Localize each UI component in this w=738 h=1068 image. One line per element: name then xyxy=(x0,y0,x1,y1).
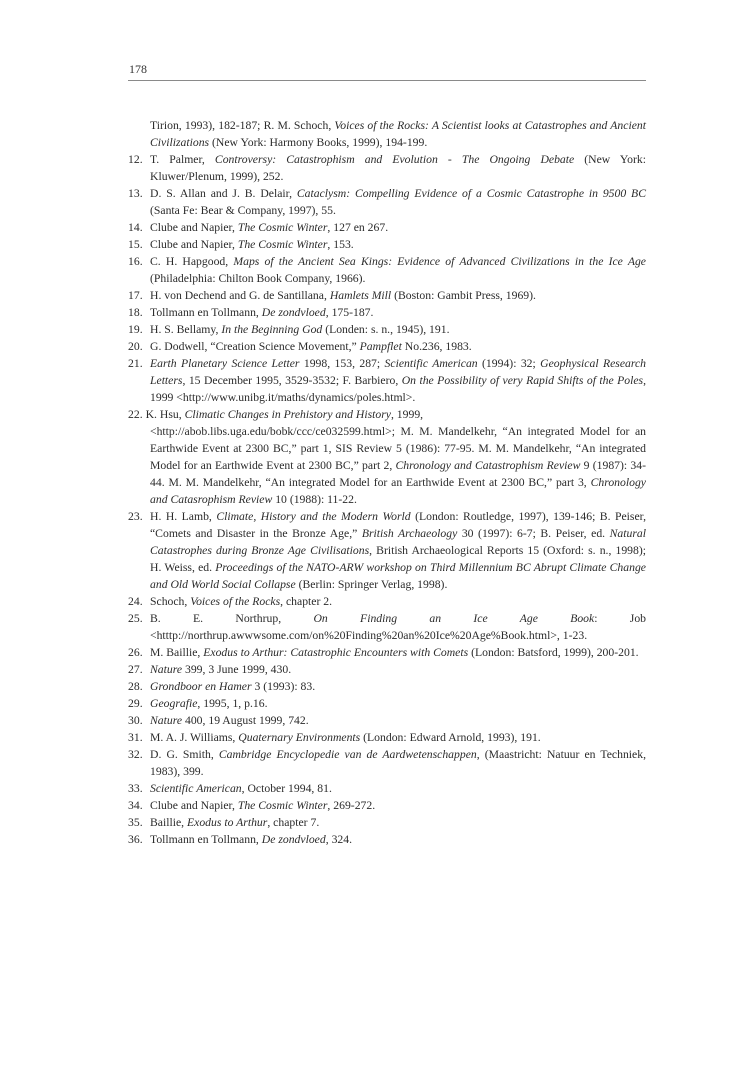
endnote-title-italic: Nature xyxy=(150,663,183,676)
endnote-item xyxy=(128,678,646,695)
endnote-number: 22. xyxy=(128,408,143,421)
endnote-number: 17. xyxy=(128,289,143,302)
endnote-title-italic: Quaternary Environments xyxy=(238,731,361,744)
endnote-title-italic: Pampflet xyxy=(359,340,402,353)
endnote-number: 13. xyxy=(128,187,143,200)
endnote-item xyxy=(128,151,646,185)
endnote-item xyxy=(128,712,646,729)
endnote-text: Clube and Napier, xyxy=(150,238,238,251)
endnote-text: M. A. J. Williams, xyxy=(150,731,239,744)
endnote-number: 24. xyxy=(128,595,143,608)
endnote-text: 399, 3 June 1999, 430. xyxy=(182,663,292,676)
endnote-title-italic: Nature xyxy=(150,714,183,727)
endnote-text: (1994): 32; xyxy=(477,357,541,370)
endnote-item xyxy=(128,814,646,831)
endnote-number: 31. xyxy=(128,731,143,744)
endnote-number: 18. xyxy=(128,306,143,319)
endnote-text: T. Palmer, xyxy=(150,153,215,166)
endnote-text: Baillie, xyxy=(150,816,188,829)
endnote-item xyxy=(128,644,646,661)
endnote-text: , 1995, 1, p.16. xyxy=(197,697,268,710)
endnote-number: 19. xyxy=(128,323,143,336)
endnote-number: 29. xyxy=(128,697,143,710)
header-rule xyxy=(128,80,646,81)
endnote-text: H. von Dechend and G. de Santillana, xyxy=(150,289,330,302)
endnote-title-italic: Exodus to Arthur: Catastrophic Encounters with Comets xyxy=(203,646,469,659)
endnote-title-italic: The Cosmic Winter xyxy=(237,238,328,251)
endnote-item xyxy=(128,661,646,678)
endnote-item xyxy=(128,219,646,236)
endnote-text: , British Archaeological Reports 15 (Oxford: s. n., 1998); H. Weiss, ed. xyxy=(150,544,646,574)
endnote-number: 12. xyxy=(128,153,143,166)
endnote-item xyxy=(128,304,646,321)
endnote-title-italic: Natural Catastrophes during Bronze Age Civilisations xyxy=(150,527,646,557)
endnote-item xyxy=(128,780,646,797)
endnote-text: 10 (1988): 11-22. xyxy=(272,493,357,506)
endnote-text: K. Hsu, xyxy=(145,408,185,421)
endnote-item xyxy=(128,406,646,508)
endnote-text: <http://abob.libs.uga.edu/bobk/ccc/ce032599.html>; M. M. Mandelkehr, “An integrated Model for an Earthwide Event at 2300 BC,” part 1, SIS Review 5 (1986): 77-95. M. M. Mandelkehr, “An integrated Model for an Earthwide Event at 2300 BC,” part 2, xyxy=(150,425,646,472)
endnote-text: (New York: Harmony Books, 1999), 194-199. xyxy=(209,136,428,149)
endnote-number: 36. xyxy=(128,833,143,846)
endnote-item xyxy=(128,746,646,780)
endnote-text: Clube and Napier, xyxy=(150,799,238,812)
endnote-text: , October 1994, 81. xyxy=(241,782,332,795)
endnote-item xyxy=(128,236,646,253)
endnote-text: , 1999 <http://www.unibg.it/maths/dynamics/poles.html>. xyxy=(150,374,647,404)
endnote-item xyxy=(128,508,646,593)
endnote-item xyxy=(128,831,646,848)
endnote-item xyxy=(128,729,646,746)
endnote-text: , 1999, xyxy=(390,408,424,421)
endnote-text: (Santa Fe: Bear & Company, 1997), 55. xyxy=(150,204,336,217)
endnote-number: 32. xyxy=(128,748,143,761)
endnote-number: 23. xyxy=(128,510,143,523)
endnote-text: , 175-187. xyxy=(325,306,374,319)
endnote-title-italic: In the Beginning God xyxy=(221,323,323,336)
endnote-title-italic: Geophysical Research Letters xyxy=(150,357,647,387)
endnote-number: 30. xyxy=(128,714,143,727)
endnote-text: , 15 December 1995, 3529-3532; F. Barbiero, xyxy=(182,374,402,387)
endnote-title-italic: Cataclysm: Compelling Evidence of a Cosmic Catastrophe in 9500 BC xyxy=(296,187,646,200)
endnote-item xyxy=(128,338,646,355)
endnote-text: (New York: Kluwer/Plenum, 1999), 252. xyxy=(150,153,646,183)
endnote-text: H. S. Bellamy, xyxy=(150,323,222,336)
endnote-title-italic: On the Possibility of very Rapid Shifts of the Poles xyxy=(401,374,644,387)
endnote-text: , (Maastricht: Natuur en Techniek, 1983), 399. xyxy=(150,748,646,778)
endnote-number: 25. xyxy=(128,612,143,625)
endnote-text: Schoch, xyxy=(150,595,191,608)
endnote-item xyxy=(128,253,646,287)
endnote-item xyxy=(128,695,646,712)
endnote-text: 400, 19 August 1999, 742. xyxy=(182,714,309,727)
endnote-number: 20. xyxy=(128,340,143,353)
endnote-number: 26. xyxy=(128,646,143,659)
endnote-title-italic: On Finding an Ice Age Book xyxy=(313,612,595,625)
endnote-number: 34. xyxy=(128,799,143,812)
endnote-text: 1998, 153, 287; xyxy=(299,357,385,370)
endnote-text: 30 (1997): 6-7; B. Peiser, ed. xyxy=(457,527,610,540)
endnote-title-italic: Voices of the Rocks: A Scientist looks at Catastrophes and Ancient Civilizations xyxy=(150,119,646,149)
endnote-item xyxy=(128,287,646,304)
endnote-text: (Philadelphia: Chilton Book Company, 1966). xyxy=(150,272,366,285)
endnote-title-italic: De zondvloed xyxy=(261,306,326,319)
endnote-text: B. E. Northrup, xyxy=(150,612,314,625)
endnote-text: G. Dodwell, “Creation Science Movement,” xyxy=(150,340,360,353)
endnote-text: , 269-272. xyxy=(327,799,376,812)
endnote-title-italic: Scientific American xyxy=(384,357,478,370)
endnote-item xyxy=(128,185,646,219)
endnote-text: , 127 en 267. xyxy=(327,221,389,234)
endnote-number: 28. xyxy=(128,680,143,693)
endnote-item xyxy=(128,797,646,814)
endnote-number: 33. xyxy=(128,782,143,795)
endnote-title-italic: Proceedings of the NATO-ARW workshop on Third Millennium BC Abrupt Climate Change and Old World Social Collapse xyxy=(150,561,646,591)
endnote-continuation xyxy=(128,423,646,508)
endnote-title-italic: The Cosmic Winter xyxy=(237,799,328,812)
endnote-text: C. H. Hapgood, xyxy=(150,255,234,268)
endnote-text: Tollmann en Tollmann, xyxy=(150,833,262,846)
page-number: 178 xyxy=(129,62,147,76)
endnote-title-italic: Geografie xyxy=(150,697,198,710)
endnote-number: 15. xyxy=(128,238,143,251)
endnote-number: 35. xyxy=(128,816,143,829)
endnote-item xyxy=(128,593,646,610)
endnote-text: Tollmann en Tollmann, xyxy=(150,306,262,319)
endnote-number: 27. xyxy=(128,663,143,676)
endnote-title-italic: Chronology and Catastrophism Review xyxy=(395,459,581,472)
endnote-text: 9 (1987): 34-44. M. M. Mandelkehr, “An integrated Model for an Earthwide Event at 2300 BC,” part 3, xyxy=(150,459,646,489)
endnote-text: No.236, 1983. xyxy=(401,340,472,353)
endnote-text: Clube and Napier, xyxy=(150,221,238,234)
endnote-title-italic: Climate, History and the Modern World xyxy=(216,510,411,523)
endnote-title-italic: Climatic Changes in Prehistory and History xyxy=(184,408,391,421)
endnote-item xyxy=(128,355,646,406)
endnote-text: (London: Routledge, 1997), 139-146; B. Peiser, “Comets and Disaster in the Bronze Age,” xyxy=(150,510,646,540)
endnote-number: 14. xyxy=(128,221,143,234)
endnote-title-italic: The Cosmic Winter xyxy=(237,221,328,234)
endnote-title-italic: British Archaeology xyxy=(361,527,458,540)
endnote-title-italic: Controversy: Catastrophism and Evolution - The Ongoing Debate xyxy=(214,153,575,166)
endnote-item xyxy=(128,321,646,338)
endnote-text: (Londen: s. n., 1945), 191. xyxy=(322,323,450,336)
endnote-text: H. H. Lamb, xyxy=(150,510,217,523)
endnote-item xyxy=(128,610,646,644)
endnote-title-italic: Voices of the Rocks xyxy=(190,595,281,608)
endnote-title-italic: Chronology and Catasrophism Review xyxy=(150,476,646,506)
endnote-text: (London: Batsford, 1999), 200-201. xyxy=(468,646,639,659)
endnote-item xyxy=(128,117,646,151)
endnote-title-italic: Cambridge Encyclopedie van de Aardwetenschappen xyxy=(218,748,477,761)
endnote-title-italic: Earth Planetary Science Letter xyxy=(150,357,300,370)
endnote-text: Tirion, 1993), 182-187; R. M. Schoch, xyxy=(150,119,335,132)
endnote-title-italic: Scientific American xyxy=(150,782,242,795)
endnote-text: (Berlin: Springer Verlag, 1998). xyxy=(295,578,448,591)
endnotes-list xyxy=(128,117,646,848)
endnote-number: 21. xyxy=(128,357,143,370)
endnote-text: 3 (1993): 83. xyxy=(251,680,316,693)
endnote-title-italic: De zondvloed xyxy=(261,833,326,846)
endnote-text: D. S. Allan and J. B. Delair, xyxy=(150,187,297,200)
endnote-text: , 324. xyxy=(325,833,353,846)
endnote-title-italic: Exodus to Arthur xyxy=(187,816,268,829)
endnote-text: (Boston: Gambit Press, 1969). xyxy=(391,289,536,302)
endnote-text: D. G. Smith, xyxy=(150,748,219,761)
endnote-text: M. Baillie, xyxy=(150,646,204,659)
endnote-number: 16. xyxy=(128,255,143,268)
endnote-text: , chapter 2. xyxy=(280,595,333,608)
endnote-text: , 153. xyxy=(327,238,354,251)
endnote-text: , chapter 7. xyxy=(267,816,320,829)
endnote-title-italic: Grondboor en Hamer xyxy=(150,680,252,693)
endnote-text: (London: Edward Arnold, 1993), 191. xyxy=(360,731,541,744)
endnote-title-italic: Hamlets Mill xyxy=(329,289,392,302)
endnote-text: : Job <htttp://northrup.awwwsome.com/on%20Finding%20an%20Ice%20Age%Book.html>, 1-23. xyxy=(150,612,647,642)
endnote-title-italic: Maps of the Ancient Sea Kings: Evidence of Advanced Civilizations in the Ice Age xyxy=(233,255,646,268)
